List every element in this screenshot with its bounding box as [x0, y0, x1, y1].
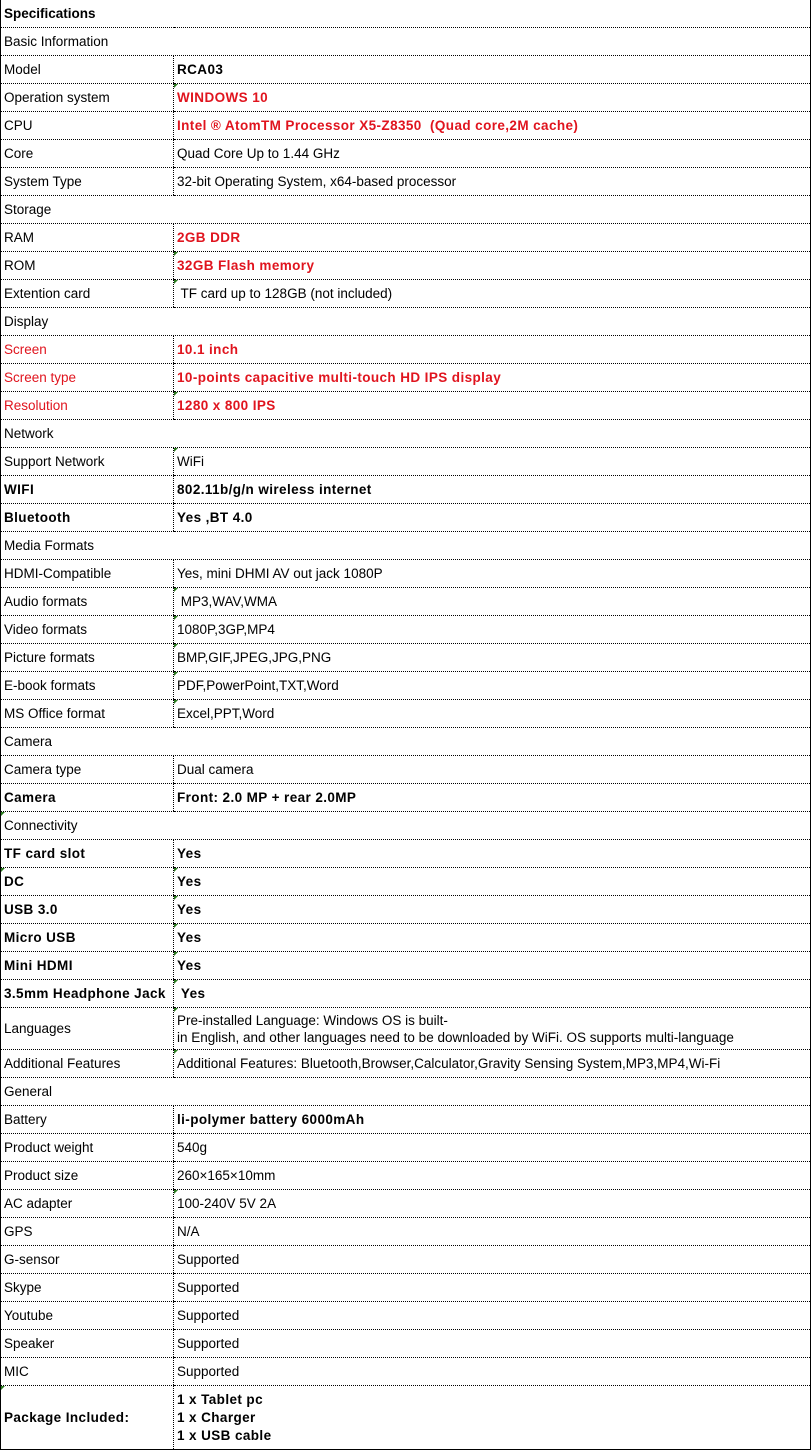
spec-value: BMP,GIF,JPEG,JPG,PNG	[174, 644, 811, 672]
spec-value: 10.1 inch	[174, 336, 811, 364]
spec-value: Yes	[174, 952, 811, 980]
section-row-camera	[1, 728, 811, 756]
spec-row-camera-type	[1, 756, 811, 784]
spec-value: Yes	[174, 896, 811, 924]
section-heading: Media Formats	[1, 532, 811, 560]
spec-row-camera	[1, 784, 811, 812]
section-row-connectivity	[1, 812, 811, 840]
spec-row-bluetooth	[1, 504, 811, 532]
spec-label: 3.5mm Headphone Jack	[1, 980, 174, 1008]
section-row-general	[1, 1078, 811, 1106]
spec-value: WINDOWS 10	[174, 84, 811, 112]
spec-value: MP3,WAV,WMA	[174, 588, 811, 616]
spec-value: RCA03	[174, 56, 811, 84]
spec-row-rom	[1, 252, 811, 280]
spec-label: WIFI	[1, 476, 174, 504]
section-heading: Display	[1, 308, 811, 336]
spec-label: Bluetooth	[1, 504, 174, 532]
spec-label: Micro USB	[1, 924, 174, 952]
spec-value: 802.11b/g/n wireless internet	[174, 476, 811, 504]
spec-label: Mini HDMI	[1, 952, 174, 980]
spec-value: Supported	[174, 1246, 811, 1274]
spec-value: Front: 2.0 MP + rear 2.0MP	[174, 784, 811, 812]
spec-value: Dual camera	[174, 756, 811, 784]
spec-label: Picture formats	[1, 644, 174, 672]
spec-row-package-included	[1, 1386, 811, 1450]
spec-value	[174, 1008, 811, 1050]
spec-value: 10-points capacitive multi-touch HD IPS display	[174, 364, 811, 392]
spec-value: Yes	[174, 924, 811, 952]
spec-row-product-size	[1, 1162, 811, 1190]
spec-label: MIC	[1, 1358, 174, 1386]
spec-value: Yes	[174, 868, 811, 896]
spec-label: System Type	[1, 168, 174, 196]
spec-label: Package Included:	[1, 1386, 174, 1450]
spec-value-line: 1 x Charger	[177, 1409, 256, 1425]
spec-label: Speaker	[1, 1330, 174, 1358]
spec-row-cpu	[1, 112, 811, 140]
spec-label: Skype	[1, 1274, 174, 1302]
spec-value	[174, 1386, 811, 1450]
spec-label: Screen type	[1, 364, 174, 392]
spec-value: 260×165×10mm	[174, 1162, 811, 1190]
spec-value: 540g	[174, 1134, 811, 1162]
spec-label: ROM	[1, 252, 174, 280]
spec-label: G-sensor	[1, 1246, 174, 1274]
spec-label: MS Office format	[1, 700, 174, 728]
spec-value: 32GB Flash memory	[174, 252, 811, 280]
spec-row-dc	[1, 868, 811, 896]
spec-row-system-type	[1, 168, 811, 196]
spec-label: Video formats	[1, 616, 174, 644]
section-heading: Connectivity	[1, 812, 811, 840]
spec-value: Supported	[174, 1302, 811, 1330]
section-row-basic-information	[1, 28, 811, 56]
spec-value: Supported	[174, 1358, 811, 1386]
spec-label: AC adapter	[1, 1190, 174, 1218]
spec-row-usb-3-0	[1, 896, 811, 924]
spec-label: Camera type	[1, 756, 174, 784]
spec-row-languages	[1, 1008, 811, 1050]
spec-row-g-sensor	[1, 1246, 811, 1274]
spec-label: USB 3.0	[1, 896, 174, 924]
spec-label: Core	[1, 140, 174, 168]
spec-row-resolution	[1, 392, 811, 420]
spec-value: Excel,PPT,Word	[174, 700, 811, 728]
section-heading: Basic Information	[1, 28, 811, 56]
spec-value-line: 1 x Tablet pc	[177, 1391, 263, 1407]
spec-value: PDF,PowerPoint,TXT,Word	[174, 672, 811, 700]
spec-value: Yes	[174, 980, 811, 1008]
spec-label: Languages	[1, 1008, 174, 1050]
spec-row-tf-card-slot	[1, 840, 811, 868]
spec-value: N/A	[174, 1218, 811, 1246]
section-row-network	[1, 420, 811, 448]
spec-row-battery	[1, 1106, 811, 1134]
spec-label: Resolution	[1, 392, 174, 420]
spec-row-screen-type	[1, 364, 811, 392]
spec-value: WiFi	[174, 448, 811, 476]
spec-value-line: Pre-installed Language: Windows OS is built-	[177, 1012, 448, 1028]
spec-row-ac-adapter	[1, 1190, 811, 1218]
spec-row-support-network	[1, 448, 811, 476]
spec-row-extention-card	[1, 280, 811, 308]
spec-label: Product weight	[1, 1134, 174, 1162]
spec-label: Extention card	[1, 280, 174, 308]
spec-label: HDMI-Compatible	[1, 560, 174, 588]
spec-label: RAM	[1, 224, 174, 252]
spec-label: GPS	[1, 1218, 174, 1246]
section-heading: Network	[1, 420, 811, 448]
spec-row-gps	[1, 1218, 811, 1246]
spec-row-speaker	[1, 1330, 811, 1358]
spec-row-3-5mm-headphone-jack	[1, 980, 811, 1008]
spec-value: 32-bit Operating System, x64-based processor	[174, 168, 811, 196]
spec-row-operation-system	[1, 84, 811, 112]
spec-row-model	[1, 56, 811, 84]
spec-label: TF card slot	[1, 840, 174, 868]
spec-row-video-formats	[1, 616, 811, 644]
spec-label: Screen	[1, 336, 174, 364]
spec-value: Intel ® AtomTM Processor X5-Z8350 (Quad core,2M cache)	[174, 112, 811, 140]
spec-row-micro-usb	[1, 924, 811, 952]
spec-value-line: 1 x USB cable	[177, 1427, 272, 1443]
spec-value: Supported	[174, 1274, 811, 1302]
spec-row-picture-formats	[1, 644, 811, 672]
spec-row-ms-office-format	[1, 700, 811, 728]
spec-value-line: in English, and other languages need to be downloaded by WiFi. OS supports multi-language	[177, 1029, 734, 1045]
spec-row-screen	[1, 336, 811, 364]
spec-row-e-book-formats	[1, 672, 811, 700]
spec-row-wifi	[1, 476, 811, 504]
spec-value: TF card up to 128GB (not included)	[174, 280, 811, 308]
spec-value: Yes	[174, 840, 811, 868]
spec-row-core	[1, 140, 811, 168]
spec-label: Model	[1, 56, 174, 84]
spec-value: 1080P,3GP,MP4	[174, 616, 811, 644]
spec-value: 2GB DDR	[174, 224, 811, 252]
spec-row-additional-features	[1, 1050, 811, 1078]
section-row-storage	[1, 196, 811, 224]
spec-label: E-book formats	[1, 672, 174, 700]
spec-label: Operation system	[1, 84, 174, 112]
spec-label: CPU	[1, 112, 174, 140]
section-heading: Storage	[1, 196, 811, 224]
title-row	[1, 0, 811, 28]
spec-value: Additional Features: Bluetooth,Browser,Calculator,Gravity Sensing System,MP3,MP4,Wi-Fi	[174, 1050, 811, 1078]
spec-value: 100-240V 5V 2A	[174, 1190, 811, 1218]
spec-label: Support Network	[1, 448, 174, 476]
section-row-media-formats	[1, 532, 811, 560]
spec-label: Battery	[1, 1106, 174, 1134]
spec-label: Camera	[1, 784, 174, 812]
spec-label: Audio formats	[1, 588, 174, 616]
spec-row-mini-hdmi	[1, 952, 811, 980]
spec-label: Product size	[1, 1162, 174, 1190]
spec-label: DC	[1, 868, 174, 896]
spec-row-skype	[1, 1274, 811, 1302]
spec-label: Youtube	[1, 1302, 174, 1330]
spec-value: 1280 x 800 IPS	[174, 392, 811, 420]
spec-value: Yes ,BT 4.0	[174, 504, 811, 532]
spec-row-hdmi-compatible	[1, 560, 811, 588]
spec-value: li-polymer battery 6000mAh	[174, 1106, 811, 1134]
spec-label: Additional Features	[1, 1050, 174, 1078]
spec-value: Supported	[174, 1330, 811, 1358]
spec-value: Quad Core Up to 1.44 GHz	[174, 140, 811, 168]
spec-row-mic	[1, 1358, 811, 1386]
section-row-display	[1, 308, 811, 336]
section-heading: Camera	[1, 728, 811, 756]
spec-row-audio-formats	[1, 588, 811, 616]
spec-value: Yes, mini DHMI AV out jack 1080P	[174, 560, 811, 588]
spec-row-youtube	[1, 1302, 811, 1330]
section-heading: General	[1, 1078, 811, 1106]
spec-row-product-weight	[1, 1134, 811, 1162]
table-title: Specifications	[1, 0, 811, 28]
spec-row-ram	[1, 224, 811, 252]
